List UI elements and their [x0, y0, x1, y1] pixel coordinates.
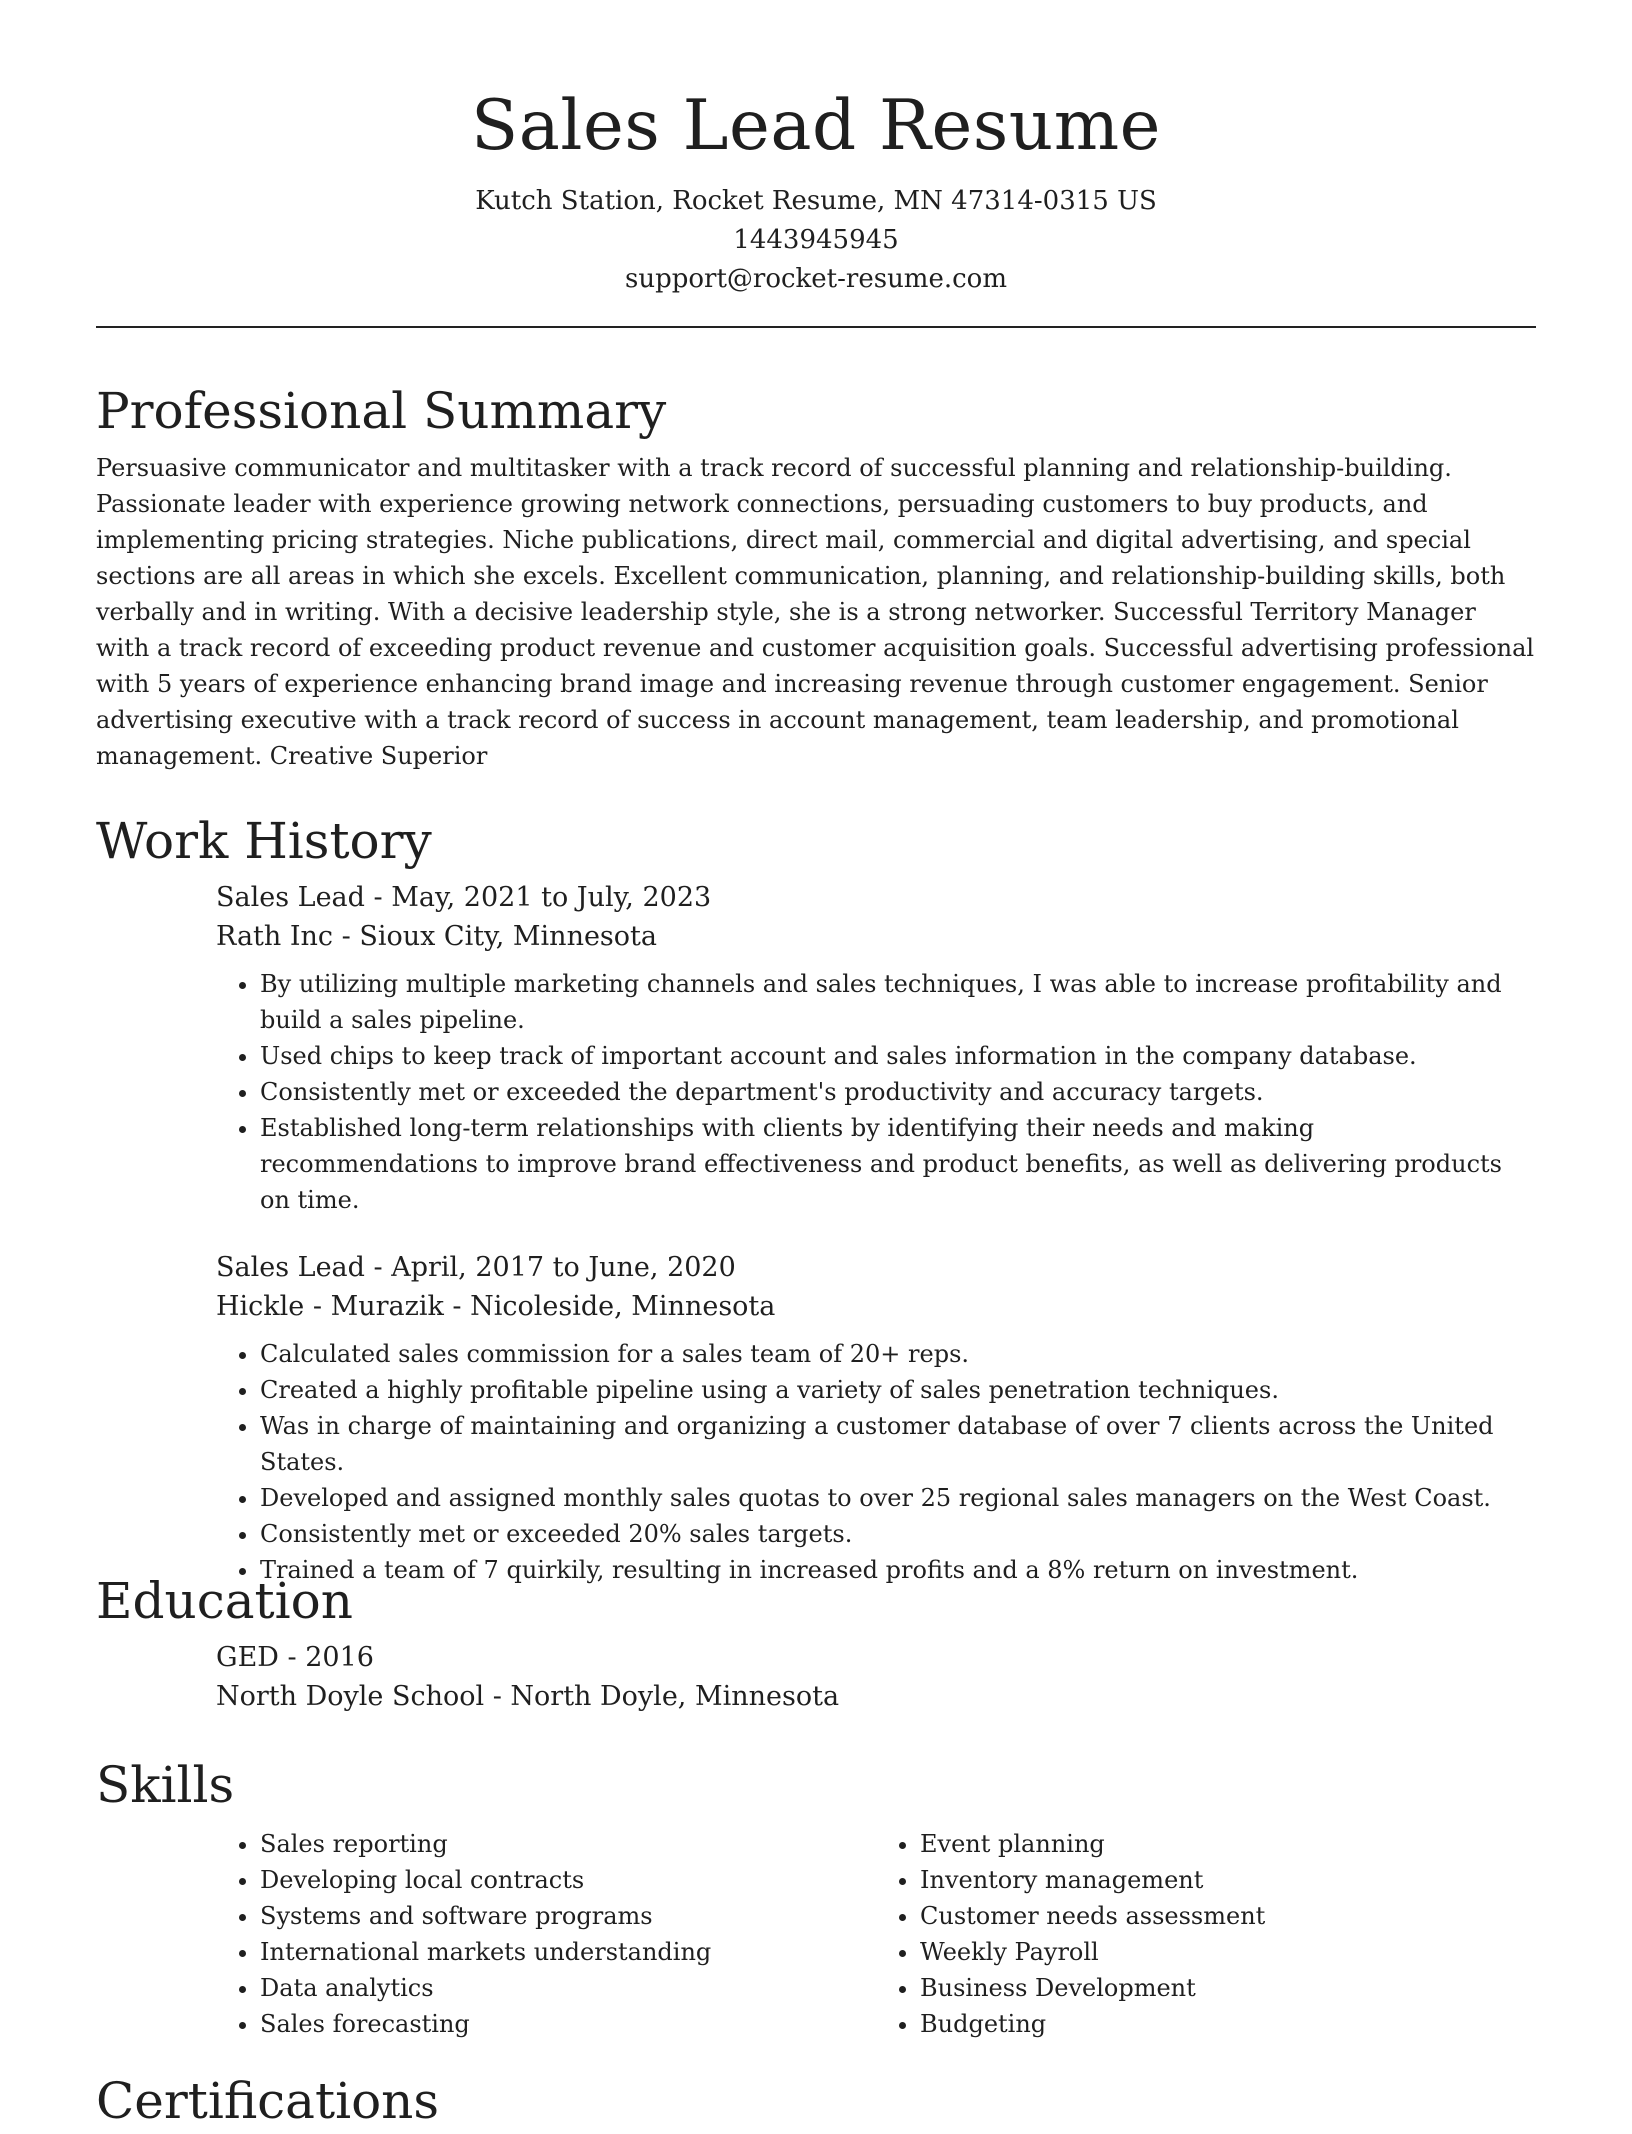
list-item: • Used chips to keep track of important account and sales information in the company database.: [260, 1038, 1536, 1074]
resume-page: [96, 0, 1536, 2130]
list-item: • Established long-term relationships with clients by identifying their needs and making recommendations to improve brand effectiveness and product benefits, as well as delivering products on time.: [260, 1110, 1536, 1218]
skills-heading: Skills: [96, 1756, 235, 1814]
list-item: • Data analytics: [260, 1970, 876, 2006]
work-history-section: [96, 808, 1536, 1588]
list-item: • Weekly Payroll: [920, 1934, 1536, 1970]
job-bullets: [216, 1336, 1536, 1588]
contact-block: [96, 182, 1536, 299]
summary-heading: Professional Summary: [96, 382, 667, 440]
email: support@rocket-resume.com: [624, 264, 1007, 294]
school-name: North Doyle School: [216, 1681, 485, 1712]
school-line: [216, 1677, 1536, 1716]
job-title-line: [216, 878, 1536, 917]
education-section: [96, 1568, 1536, 1716]
job-company: Rath Inc: [216, 921, 334, 952]
job-dates: - April, 2017 to June, 2020: [364, 1252, 736, 1283]
list-item: • By utilizing multiple marketing channels and sales techniques, I was able to increase profitability and build a sales pipeline.: [260, 966, 1536, 1038]
job-company-line: [216, 917, 1536, 956]
degree-year: - 2016: [278, 1642, 374, 1673]
job-location: - Sioux City, Minnesota: [333, 921, 657, 952]
list-item: • Inventory management: [920, 1862, 1536, 1898]
list-item: • Developing local contracts: [260, 1862, 876, 1898]
job-location: - Nicoleside, Minnesota: [443, 1291, 776, 1322]
job-entry: [216, 1248, 1536, 1588]
summary-section: [96, 378, 1536, 774]
resume-header: [96, 0, 1536, 299]
work-history-heading: Work History: [96, 812, 432, 870]
list-item: • Consistently met or exceeded 20% sales targets.: [260, 1516, 1536, 1552]
list-item: • Systems and software programs: [260, 1898, 876, 1934]
skills-columns: [216, 1826, 1536, 2042]
school-location: - North Doyle, Minnesota: [484, 1681, 840, 1712]
list-item: • Sales forecasting: [260, 2006, 876, 2042]
job-company-line: [216, 1287, 1536, 1326]
list-item: • Customer needs assessment: [920, 1898, 1536, 1934]
job-title-line: [216, 1248, 1536, 1287]
list-item: • Budgeting: [920, 2006, 1536, 2042]
job-bullets: [216, 966, 1536, 1218]
address: Kutch Station, Rocket Resume, MN 47314-0315 US: [475, 186, 1157, 216]
header-divider: [96, 326, 1536, 328]
skills-list-left: [216, 1826, 876, 2042]
summary-text: Persuasive communicator and multitasker with a track record of successful planning and relationship-building. Passionate leader with experience growing network connections, persuading customers to buy products, and implementing pricing strategies. Niche publications, direct mail, commercial and digital advertising, and special sections are all areas in which she excels. Excellent communication, planning, and relationship-building skills, both verbally and in writing. With a decisive leadership style, she is a strong networker. Successful Territory Manager with a track record of exceeding product revenue and customer acquisition goals. Successful advertising professional with 5 years of experience enhancing brand image and increasing revenue through customer engagement. Senior advertising executive with a track record of success in account management, team leadership, and promotional management. Creative Superior: [96, 454, 1535, 770]
list-item: • Was in charge of maintaining and organizing a customer database of over 7 clients across the United States.: [260, 1408, 1536, 1480]
list-item: • Trained a team of 7 quirkily, resulting in increased profits and a 8% return on investment.: [260, 1552, 1536, 1588]
job-dates: - May, 2021 to July, 2023: [364, 882, 712, 913]
degree: GED: [216, 1642, 279, 1673]
degree-line: [216, 1638, 1536, 1677]
list-item: • Developed and assigned monthly sales quotas to over 25 regional sales managers on the West Coast.: [260, 1480, 1536, 1516]
certifications-section: [96, 2068, 1536, 2134]
list-item: • Sales reporting: [260, 1826, 876, 1862]
job-position: Sales Lead: [216, 1252, 365, 1283]
education-heading: Education: [96, 1572, 353, 1630]
skills-list-right: [876, 1826, 1536, 2042]
job-entry: [216, 878, 1536, 1218]
skills-section: [96, 1752, 1536, 2042]
list-item: • Business Development: [920, 1970, 1536, 2006]
job-company: Hickle - Murazik: [216, 1291, 444, 1322]
list-item: • Created a highly profitable pipeline using a variety of sales penetration techniques.: [260, 1372, 1536, 1408]
list-item: • Consistently met or exceeded the department's productivity and accuracy targets.: [260, 1074, 1536, 1110]
list-item: • International markets understanding: [260, 1934, 876, 1970]
education-entry: [216, 1638, 1536, 1716]
job-position: Sales Lead: [216, 882, 365, 913]
certifications-heading: Certifications: [96, 2072, 440, 2130]
list-item: • Event planning: [920, 1826, 1536, 1862]
list-item: • Calculated sales commission for a sales team of 20+ reps.: [260, 1336, 1536, 1372]
phone: 1443945945: [733, 225, 899, 255]
resume-title: Sales Lead Resume: [471, 86, 1161, 166]
